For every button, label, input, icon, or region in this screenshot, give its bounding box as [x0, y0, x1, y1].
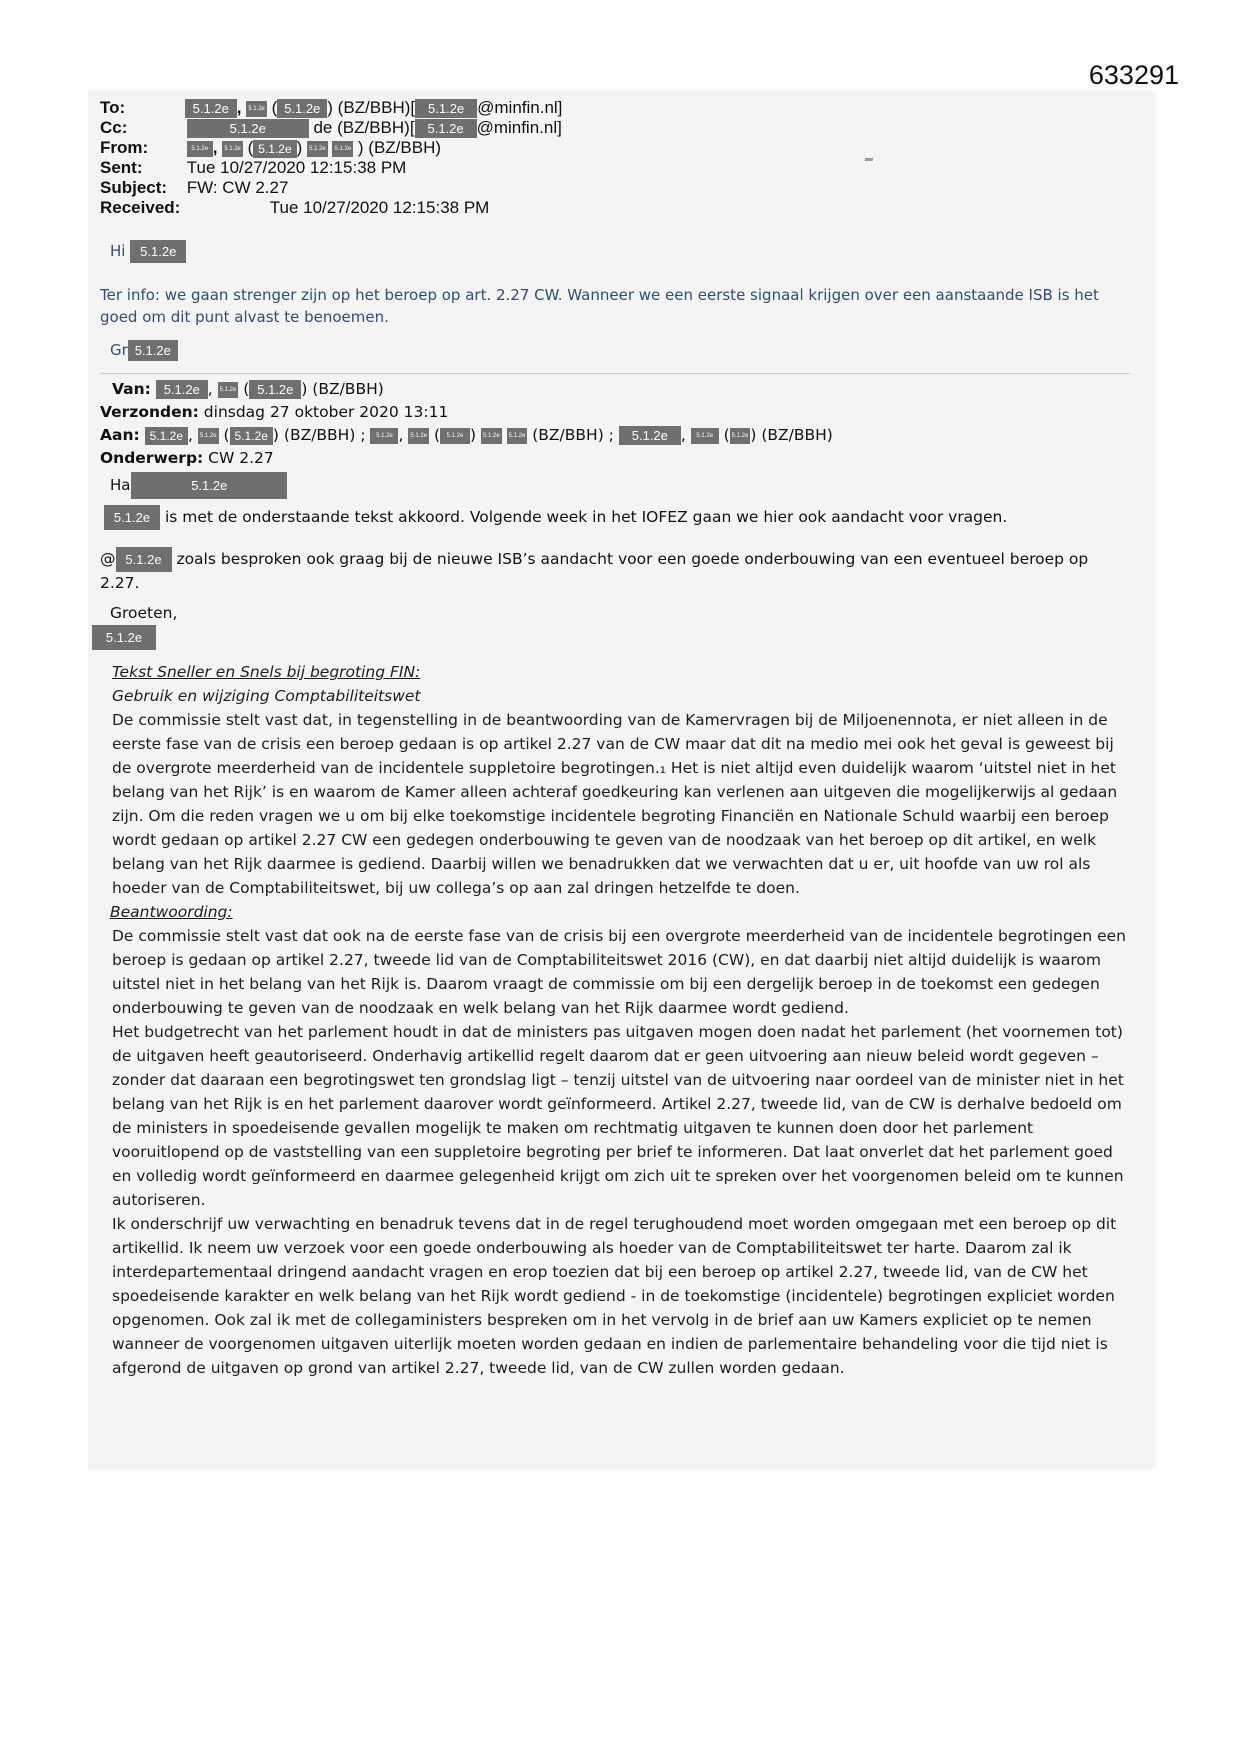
to-email-suffix: @minfin.nl]: [477, 98, 563, 117]
redaction: 5.1.2e: [277, 99, 327, 118]
onderwerp-label: Onderwerp:: [100, 449, 204, 467]
cc-label: Cc:: [100, 118, 128, 137]
verzonden-row: [100, 401, 1120, 424]
para2-text: zoals besproken ook graag bij de nieuwe ISB’s aandacht voor een goede onderbouwing van een eventueel beroep op 2.27.: [100, 550, 1089, 592]
email-header: [100, 98, 562, 218]
signoff-text: Gr: [110, 341, 128, 359]
redaction: 5.1.2e: [145, 427, 188, 445]
redaction: 5.1.2e: [187, 141, 213, 157]
memo-subheading: Gebruik en wijziging Comptabiliteitswet: [112, 687, 421, 705]
redaction: 5.1.2e: [691, 428, 719, 444]
cc-row: [100, 118, 562, 138]
forwarded-header: [100, 378, 1120, 470]
forwarded-closing: Groeten,: [110, 604, 178, 622]
van-row: Van: 5.1.2e , 5.1.2e ( 5.1.2e ) (BZ/BBH): [112, 380, 384, 398]
to-name-suffix: ) (BZ/BBH)[: [327, 98, 416, 117]
cc-name-suffix: de (BZ/BBH)[: [313, 118, 415, 137]
from-label: From:: [100, 138, 149, 157]
redaction: 5.1.2e: [253, 140, 296, 158]
aan-part3: ) (BZ/BBH): [750, 426, 833, 444]
redaction: 5.1.2e: [131, 472, 287, 499]
stray-mark: [865, 158, 873, 161]
verzonden-value: dinsdag 27 oktober 2020 13:11: [203, 403, 449, 421]
greeting-text: Hi: [110, 242, 126, 260]
sent-value: Tue 10/27/2020 12:15:38 PM: [186, 158, 407, 177]
aan-part2: (BZ/BBH) ;: [532, 426, 614, 444]
aan-row: Aan: 5.1.2e , 5.1.2e ( 5.1.2e ) (BZ/BBH) ; 5.1.2e , 5.1.2e ( 5.1.2e ) 5.1.2e 5.1.2e (BZ/BBH) ; 5.1.2e , 5.1.2e ( 5.1.2e ) (BZ/BBH): [100, 426, 833, 444]
answer-paragraph: Het budgetrecht van het parlement houdt in dat de ministers pas uitgaven mogen doen nadat het parlement (het voornemen tot) de uitgaven heeft geautoriseerd. Onderhavig artikellid regelt daarom dat er geen uitvoering aan nieuw beleid wordt gegeven – zonder dat daaraan een begrotingswet ten grondslag ligt – tenzij uitstel van de uitvoering naar oordeel van de minister niet in het belang van het Rijk is en het parlement daarover wordt geïnformeerd. Artikel 2.27, tweede lid, van de CW is derhalve bedoeld om de ministers in spoedeisende gevallen mogelijk te maken om rechtmatig uitgaven te kunnen doen door het parlement vooruitlopend op de vaststelling van een suppletoire begroting per brief te informeren. Dat laat onverlet dat het parlement goed en volledig wordt geïnformeerd en daarmee gelegenheid krijgt om zich uit te spreken over het voorgenomen beleid om te kunnen autoriseren.: [112, 1023, 1124, 1209]
van-label: Van:: [112, 380, 151, 398]
van-suffix: ) (BZ/BBH): [301, 380, 384, 398]
received-value: Tue 10/27/2020 12:15:38 PM: [269, 198, 490, 217]
redaction: 5.1.2e: [187, 119, 309, 138]
redaction: 5.1.2e: [730, 428, 751, 444]
sent-row: [100, 158, 562, 178]
para1-text: is met de onderstaande tekst akkoord. Volgende week in het IOFEZ gaan we hier ook aandacht voor vragen.: [164, 508, 1008, 526]
redaction: 5.1.2e: [507, 428, 528, 444]
received-row: [100, 198, 562, 218]
reply-signoff: [110, 340, 1130, 361]
separator: [100, 373, 1130, 374]
redaction: 5.1.2e: [370, 428, 398, 444]
to-row: To: 5.1.2e , 5.1.2e ( 5.1.2e ) (BZ/BBH)[ 5.1.2e @minfin.nl]: [100, 98, 563, 117]
redaction: 5.1.2e: [104, 505, 160, 530]
answer-paragraph: De commissie stelt vast dat ook na de eerste fase van de crisis bij een overgrote meerderheid van de incidentele begrotingen een beroep is gedaan op artikel 2.27, tweede lid van de Comptabiliteitswet 2016 (CW), en dat daarbij niet altijd duidelijk is waarom uitstel niet in het belang van het Rijk is. Daarom vraagt de commissie om bij een dergelijk beroep in de toekomst een gedegen onderbouwing te geven van de noodzaak en welk belang van het Rijk daarmee wordt gediend.: [112, 927, 1126, 1017]
forwarded-para2: [100, 547, 1100, 595]
redaction: 5.1.2e: [415, 99, 477, 118]
redaction: 5.1.2e: [128, 340, 178, 361]
onderwerp-row: [100, 447, 1120, 470]
redaction: 5.1.2e: [332, 141, 353, 157]
verzonden-label: Verzonden:: [100, 403, 199, 421]
reply-body: Ter info: we gaan strenger zijn op het beroep op art. 2.27 CW. Wanneer we een eerste signaal krijgen over een aanstaande ISB is het goed om dit punt alvast te benoemen.: [100, 286, 1099, 326]
redaction: 5.1.2e: [415, 119, 477, 138]
redaction: 5.1.2e: [619, 426, 681, 445]
subject-row: [100, 178, 562, 198]
received-label: Received:: [100, 198, 181, 217]
redaction: 5.1.2e: [408, 428, 429, 444]
reply-greeting: [110, 240, 1130, 263]
redaction: 5.1.2e: [92, 625, 156, 650]
to-label: To:: [100, 98, 126, 117]
cc-email-suffix: @minfin.nl]: [476, 118, 562, 137]
document-id: 633291: [1088, 60, 1179, 90]
redaction: 5.1.2e: [218, 382, 239, 398]
memo-heading: Tekst Sneller en Snels bij begroting FIN:: [112, 663, 421, 681]
redaction: 5.1.2e: [246, 101, 267, 117]
redaction: 5.1.2e: [198, 428, 219, 444]
redaction: 5.1.2e: [116, 547, 172, 572]
memo-question: De commissie stelt vast dat, in tegenstelling in de beantwoording van de Kamervragen bij de Miljoenennota, er niet alleen in de eerste fase van de crisis een beroep gedaan is op artikel 2.27 van de CW maar dat dit na medio mei ook het geval is geweest bij de overgrote meerderheid van de incidentele suppletoire begrotingen.₁ Het is niet altijd even duidelijk waarom ‘uitstel niet in het belang van het Rijk’ is en waarom de Kamer alleen achteraf goedkeuring kan verlenen aan uitgeven die mogelijkerwijs al gedaan zijn. Om die reden vragen we u om bij elke toekomstige incidentele begroting Financiën en Nationale Schuld waarbij een beroep wordt gedaan op artikel 2.27 CW een gedegen onderbouwing te geven van de noodzaak van het beroep op dit artikel, en welk belang van het Rijk daarmee is gediend. Daarbij willen we benadrukken dat we verwachten dat u er, uit hoofde van uw rol als hoeder van de Comptabiliteitswet, bij uw collega’s op aan zal dringen hetzelfde te doen.: [112, 711, 1118, 897]
from-row: From: 5.1.2e , 5.1.2e ( 5.1.2e ) 5.1.2e 5.1.2e ) (BZ/BBH): [100, 138, 442, 157]
redaction: 5.1.2e: [130, 240, 186, 263]
redaction: 5.1.2e: [185, 99, 237, 118]
memo: [112, 660, 1132, 1380]
answer-paragraph: Ik onderschrijf uw verwachting en benadruk tevens dat in de regel terughoudend moet worden omgegaan met een beroep op dit artikellid. Ik neem uw verzoek voor een goede onderbouwing als hoeder van de Comptabiliteitswet ter harte. Daarom zal ik interdepartementaal dringend aandacht vragen en erop toezien dat bij een beroep op artikel 2.27, tweede lid, van de CW het spoedeisende karakter en welk belang van het Rijk wordt gediend - in de toekomstige (incidentele) begrotingen expliciet worden opgenomen. Ook zal ik met de collegaministers bespreken om in het vervolg in de brief aan uw Kamers expliciet op te nemen wanneer de voorgenomen uitgaven uiterlijk moeten worden gedaan en indien de parlementaire behandeling voor die tijd niet is afgerond de uitgaven op grond van artikel 2.27, tweede lid, van de CW zullen worden gedaan.: [112, 1215, 1117, 1377]
answer-heading: Beantwoording:: [110, 903, 233, 921]
aan-part1: ) (BZ/BBH) ;: [272, 426, 366, 444]
mention-prefix: @: [100, 550, 116, 568]
sender-signature: [92, 625, 1112, 650]
redaction: 5.1.2e: [481, 428, 502, 444]
forwarded-greeting: [110, 472, 1130, 499]
redaction: 5.1.2e: [249, 380, 301, 399]
onderwerp-value: CW 2.27: [208, 449, 274, 467]
aan-label: Aan:: [100, 426, 140, 444]
sent-label: Sent:: [100, 158, 143, 177]
greeting-text: Ha: [110, 476, 131, 494]
from-suffix: ) (BZ/BBH): [357, 138, 442, 157]
redaction: 5.1.2e: [222, 141, 243, 157]
subject-value: FW: CW 2.27: [186, 178, 289, 197]
subject-label: Subject:: [100, 178, 168, 197]
redaction: 5.1.2e: [307, 141, 328, 157]
redaction: 5.1.2e: [230, 427, 273, 445]
forwarded-para1: [104, 505, 1124, 530]
redaction: 5.1.2e: [440, 428, 470, 444]
redaction: 5.1.2e: [156, 380, 208, 399]
